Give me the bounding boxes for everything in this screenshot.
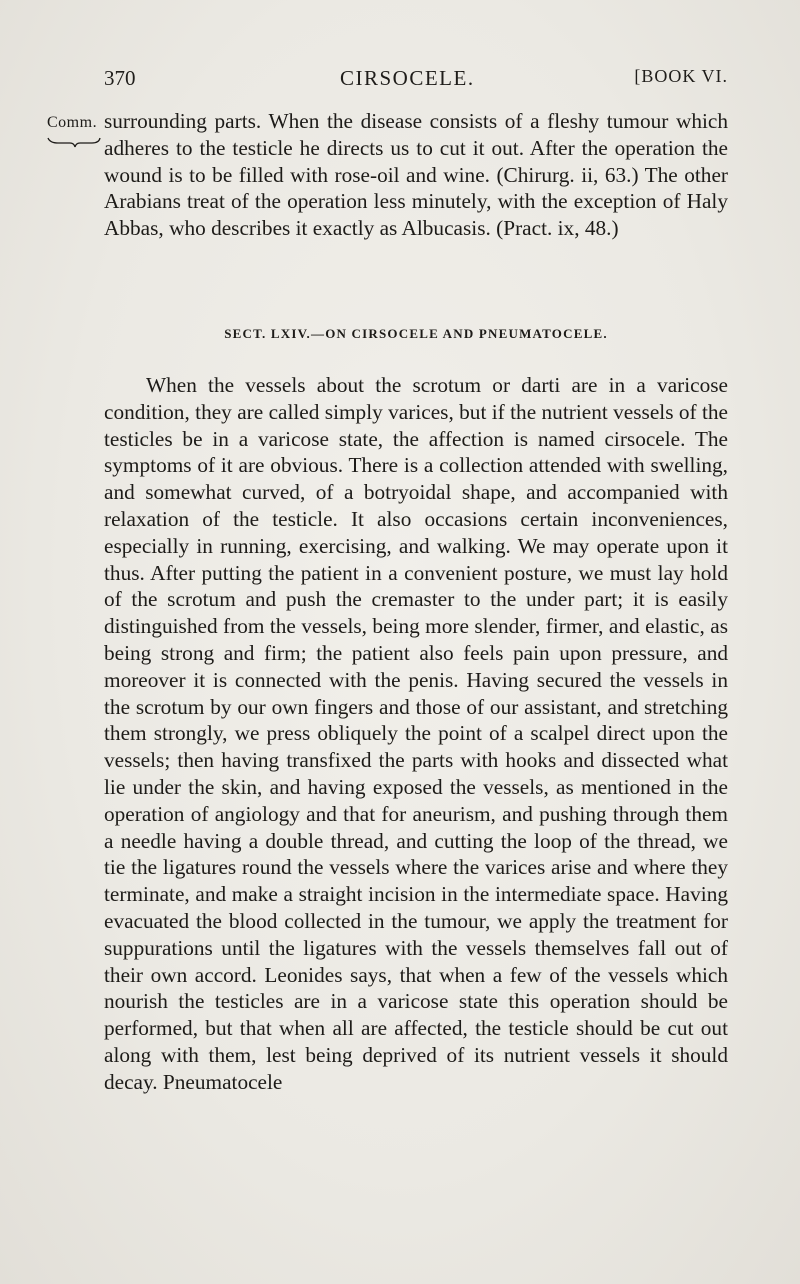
paragraph-main: When the vessels about the scrotum or darti are in a varicose condition, they are called simply varices, but if the nutrient vessels of the testicles be in a varicose state, the affection is named cirsocele. The symptoms of it are obvious. There is a collection attended with swelling, and somewhat curved, of a botryoidal shape, and accompanied with relaxation of the testicle. It also occasions certain inconveniences, especially in running, exercising, and walking. We may operate upon it thus. After putting the patient in a convenient posture, we must lay hold of the scrotum and push the cremaster to the under part; it is easily distinguished from the vessels, being more slender, firmer, and elastic, as being strong and firm; the patient also feels pain upon pressure, and moreover it is connected with the penis. Having secured the vessels in the scrotum by our own fingers and those of our assistant, and stretching them strongly, we press obliquely the point of a scalpel direct upon the vessels; then having transfixed the parts with hooks and dissected what lie under the skin, and having exposed the vessels, as mentioned in the operation of angiology and that for aneurism, and pushing through them a needle having a double thread, and cutting the loop of the thread, we tie the ligatures round the vessels where the varices arise and where they terminate, and make a straight incision in the intermediate space. Having evacuated the blood collected in the tumour, we apply the treatment for suppurations until the ligatures with the vessels themselves fall out of their own accord. Leonides says, that when a few of the vessels which nourish the testicles are in a varicose state this operation should be performed, but that when all are affected, the testicle should be cut out along with them, lest being deprived of its nutrient vessels it should decay. Pneumatocele xyxy=(104,373,728,1094)
running-header xyxy=(104,62,728,92)
section-heading: SECT. LXIV.—ON CIRSOCELE AND PNEUMATOCELE. xyxy=(224,326,608,341)
margin-brace-icon xyxy=(46,134,102,150)
running-title: CIRSOCELE. xyxy=(340,66,475,90)
page-number: 370 xyxy=(104,66,136,90)
paragraph-commentary: surrounding parts. When the disease consists of a fleshy tumour which adheres to the testicle he directs us to cut it out. After the operation the wound is to be filled with rose-oil and wine. (Chirurg. ii, 63.) The other Arabians treat of the operation less minutely, with the exception of Haly Abbas, who describes it exactly as Albucasis. (Pract. ix, 48.) xyxy=(104,109,728,241)
margin-note-comm: Comm. xyxy=(47,114,98,131)
book-label: [BOOK VI. xyxy=(634,66,728,86)
